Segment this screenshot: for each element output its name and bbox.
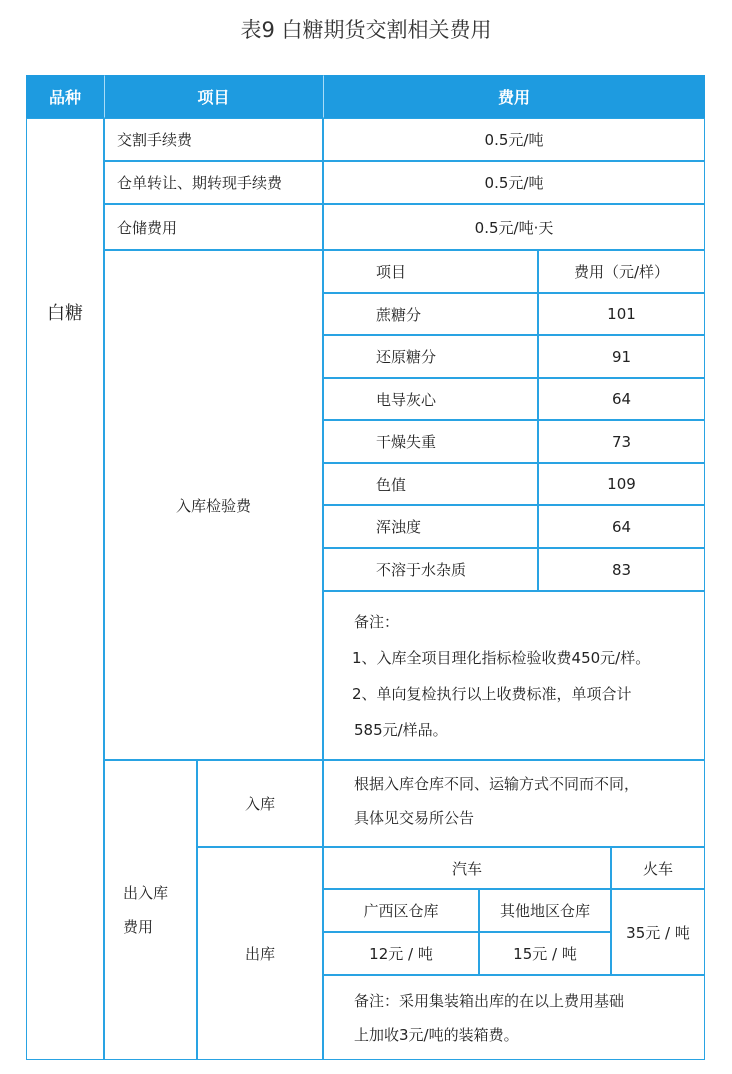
row-item: 仓储费用 bbox=[104, 204, 323, 250]
inspection-item-fee: 73 bbox=[538, 420, 705, 463]
inspection-item-name: 色值 bbox=[323, 463, 538, 505]
inout-label-line: 出入库 bbox=[123, 884, 169, 902]
inspection-item-fee: 64 bbox=[538, 505, 705, 548]
inout-label bbox=[104, 760, 197, 1060]
inspection-subheader-item: 项目 bbox=[323, 250, 538, 293]
inspection-item-name: 干燥失重 bbox=[323, 420, 538, 463]
out-label: 出库 bbox=[197, 847, 323, 1060]
header-fee: 费用 bbox=[323, 75, 705, 118]
other-warehouse: 其他地区仓库 bbox=[479, 889, 611, 932]
inspection-item-fee: 101 bbox=[538, 293, 705, 335]
variety-cell: 白糖 bbox=[26, 118, 104, 1060]
train-fee: 35元 / 吨 bbox=[611, 889, 705, 975]
remark-title: 备注： bbox=[354, 613, 400, 631]
remark-line: 585元/样品。 bbox=[354, 721, 448, 739]
row-fee: 0.5元/吨 bbox=[323, 118, 705, 161]
truck-header: 汽车 bbox=[323, 847, 611, 889]
inspection-label: 入库检验费 bbox=[104, 250, 323, 760]
in-description-line: 根据入库仓库不同、运输方式不同而不同， bbox=[354, 775, 640, 793]
header-variety: 品种 bbox=[26, 75, 104, 118]
train-header: 火车 bbox=[611, 847, 705, 889]
remark-line: 1、入库全项目理化指标检验收费450元/样。 bbox=[352, 649, 651, 667]
guangxi-fee: 12元 / 吨 bbox=[323, 932, 479, 975]
row-item: 仓单转让、期转现手续费 bbox=[104, 161, 323, 204]
inspection-item-name: 电导灰心 bbox=[323, 378, 538, 420]
inspection-item-name: 不溶于水杂质 bbox=[323, 548, 538, 591]
table-title: 表9 白糖期货交割相关费用 bbox=[240, 18, 492, 42]
out-remark bbox=[323, 975, 705, 1060]
inspection-item-name: 蔗糖分 bbox=[323, 293, 538, 335]
other-fee: 15元 / 吨 bbox=[479, 932, 611, 975]
inspection-item-fee: 64 bbox=[538, 378, 705, 420]
inspection-item-name: 浑浊度 bbox=[323, 505, 538, 548]
inspection-item-name: 还原糖分 bbox=[323, 335, 538, 378]
remark-line: 2、单向复检执行以上收费标准，单项合计 bbox=[352, 685, 632, 703]
inspection-subheader-fee: 费用（元/样） bbox=[538, 250, 705, 293]
in-label: 入库 bbox=[197, 760, 323, 847]
row-fee: 0.5元/吨·天 bbox=[323, 204, 705, 250]
inspection-item-fee: 109 bbox=[538, 463, 705, 505]
inspection-remark bbox=[323, 591, 705, 760]
guangxi-warehouse: 广西区仓库 bbox=[323, 889, 479, 932]
in-description bbox=[323, 760, 705, 847]
row-item: 交割手续费 bbox=[104, 118, 323, 161]
row-fee: 0.5元/吨 bbox=[323, 161, 705, 204]
inout-label-line: 费用 bbox=[123, 918, 154, 936]
out-remark-line: 备注：采用集装箱出库的在以上费用基础 bbox=[354, 992, 625, 1010]
out-remark-line: 上加收3元/吨的装箱费。 bbox=[354, 1026, 519, 1044]
inspection-item-fee: 83 bbox=[538, 548, 705, 591]
header-item: 项目 bbox=[104, 75, 323, 118]
inspection-item-fee: 91 bbox=[538, 335, 705, 378]
in-description-line: 具体见交易所公告 bbox=[354, 809, 475, 827]
